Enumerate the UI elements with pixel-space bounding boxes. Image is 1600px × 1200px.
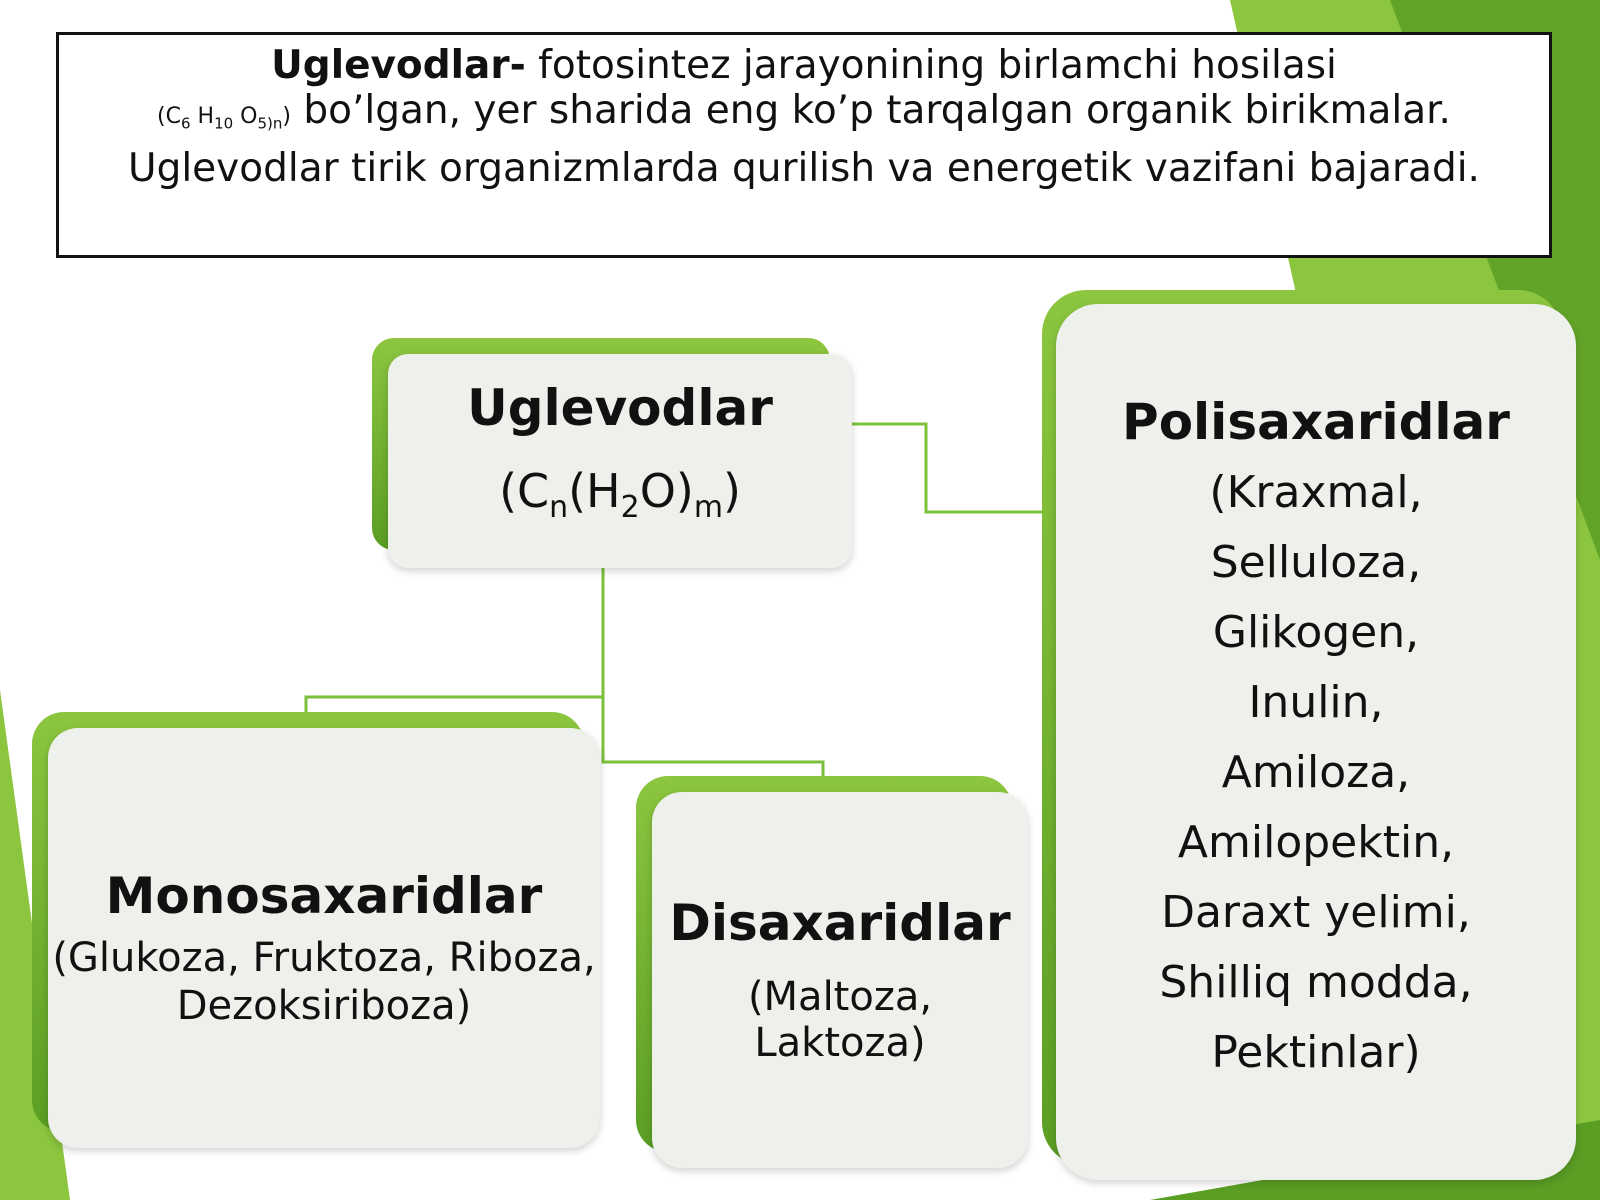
node-disaxaridlar xyxy=(636,776,1028,1168)
definition-box xyxy=(56,32,1552,258)
general-formula: $(C_n(H_2O)_m)$ xyxy=(499,464,741,526)
definition-line-3: Uglevodlar tirik organizmlarda qurilish va energetik vazifani bajaradi. xyxy=(128,146,1480,192)
node-uglevodlar xyxy=(372,338,852,568)
node-examples: (Glukoza, Fruktoza, Riboza, Dezoksiriboza) xyxy=(52,935,596,1029)
definition-line-1 xyxy=(59,43,1549,88)
node-title: Polisaxaridlar xyxy=(1122,393,1510,451)
node-title: Disaxaridlar xyxy=(669,894,1011,952)
node-examples: (Kraxmal, Selluloza, Glikogen, Inulin, Amiloza, Amilopektin, Daraxt yelimi, Shilliq modda, Pektinlar) xyxy=(1159,467,1473,1078)
node-face xyxy=(388,354,852,568)
definition-lead: Uglevodlar- xyxy=(271,43,526,88)
node-title: Monosaxaridlar xyxy=(105,867,543,925)
node-face xyxy=(1056,304,1576,1180)
node-examples: (Maltoza, Laktoza) xyxy=(747,974,933,1066)
node-title: Uglevodlar xyxy=(467,379,773,438)
node-face xyxy=(48,728,600,1148)
cellulose-formula: ($C_6$ $H_{10}$ $O_{5)n}$) xyxy=(157,104,291,133)
connector-root-to-mono xyxy=(306,568,603,718)
definition-line-2 xyxy=(59,88,1549,146)
node-polisaxaridlar xyxy=(1042,290,1576,1180)
node-face xyxy=(652,792,1028,1168)
node-monosaxaridlar xyxy=(32,712,600,1148)
connector-root-to-di xyxy=(603,697,823,782)
definition-text-1: fotosintez jarayonining birlamchi hosilasi xyxy=(525,43,1337,88)
definition-text-2: bo’lgan, yer sharida eng ko’p tarqalgan organik birikmalar. xyxy=(290,88,1451,133)
